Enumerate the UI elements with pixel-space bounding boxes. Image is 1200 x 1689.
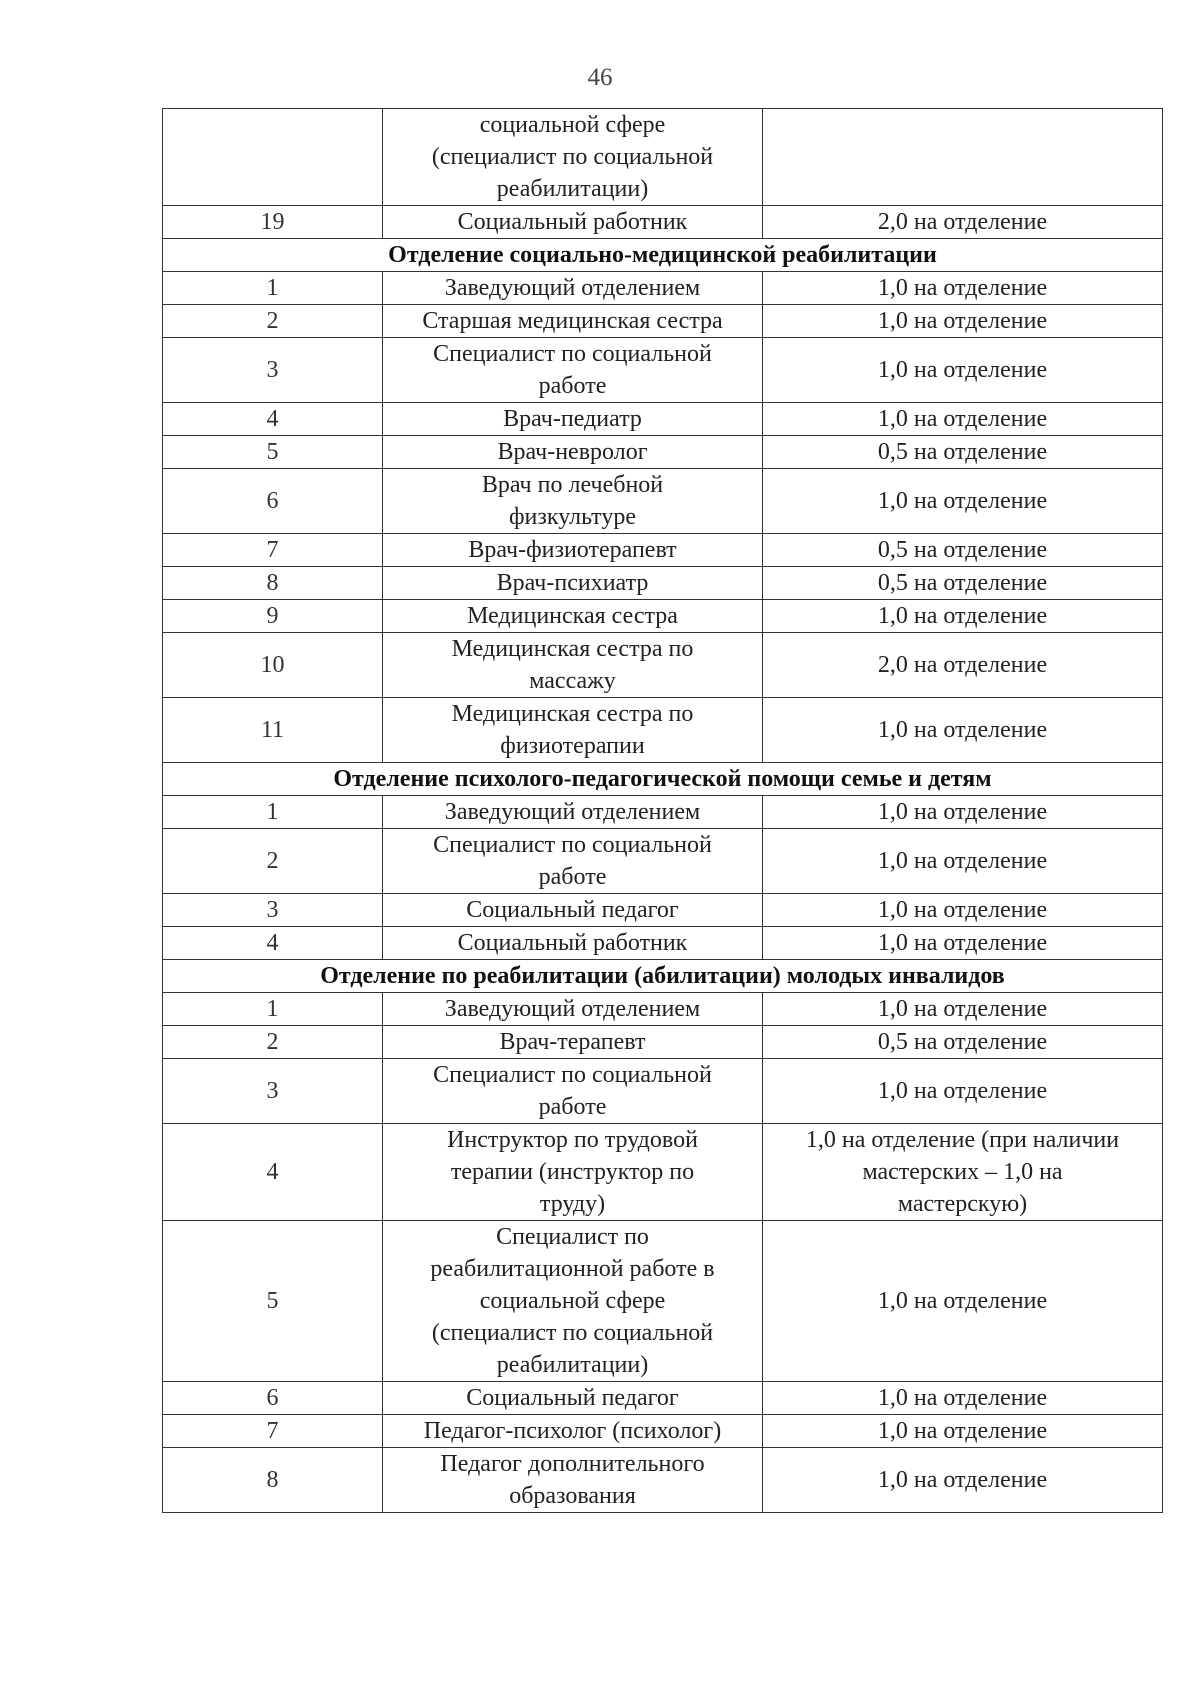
position-cell: Педагог дополнительного образования bbox=[383, 1448, 763, 1513]
row-number-cell: 3 bbox=[163, 894, 383, 927]
row-number-cell: 2 bbox=[163, 305, 383, 338]
table-row bbox=[163, 993, 1163, 1026]
row-number-cell: 8 bbox=[163, 1448, 383, 1513]
row-number-cell: 4 bbox=[163, 927, 383, 960]
position-cell: Социальный педагог bbox=[383, 1382, 763, 1415]
staffing-table-body bbox=[163, 109, 1163, 1513]
staff-norm-cell: 1,0 на отделение bbox=[763, 1448, 1163, 1513]
position-cell: Медицинская сестра bbox=[383, 600, 763, 633]
staff-norm-cell: 0,5 на отделение bbox=[763, 567, 1163, 600]
row-number-cell: 3 bbox=[163, 1059, 383, 1124]
table-row bbox=[163, 796, 1163, 829]
staff-norm-cell: 2,0 на отделение bbox=[763, 633, 1163, 698]
position-cell: Врач по лечебной физкультуре bbox=[383, 469, 763, 534]
staff-norm-cell: 0,5 на отделение bbox=[763, 534, 1163, 567]
row-number-cell: 19 bbox=[163, 206, 383, 239]
staff-norm-cell: 1,0 на отделение bbox=[763, 305, 1163, 338]
section-header-row bbox=[163, 239, 1163, 272]
table-row bbox=[163, 1059, 1163, 1124]
position-cell: Врач-терапевт bbox=[383, 1026, 763, 1059]
position-cell: Заведующий отделением bbox=[383, 796, 763, 829]
position-cell: социальной сфере (специалист по социальной реабилитации) bbox=[383, 109, 763, 206]
staffing-table bbox=[162, 108, 1163, 1513]
staff-norm-cell: 1,0 на отделение bbox=[763, 1221, 1163, 1382]
position-cell: Заведующий отделением bbox=[383, 272, 763, 305]
section-title: Отделение психолого-педагогической помощи семье и детям bbox=[163, 763, 1163, 796]
staff-norm-cell: 1,0 на отделение bbox=[763, 272, 1163, 305]
staff-norm-cell: 1,0 на отделение bbox=[763, 469, 1163, 534]
row-number-cell: 2 bbox=[163, 1026, 383, 1059]
section-header-row bbox=[163, 763, 1163, 796]
position-cell: Врач-физиотерапевт bbox=[383, 534, 763, 567]
table-row bbox=[163, 436, 1163, 469]
table-row bbox=[163, 633, 1163, 698]
staff-norm-cell: 1,0 на отделение (при наличии мастерских – 1,0 на мастерскую) bbox=[763, 1124, 1163, 1221]
staff-norm-cell: 2,0 на отделение bbox=[763, 206, 1163, 239]
row-number-cell: 7 bbox=[163, 1415, 383, 1448]
section-title: Отделение по реабилитации (абилитации) молодых инвалидов bbox=[163, 960, 1163, 993]
staff-norm-cell: 1,0 на отделение bbox=[763, 894, 1163, 927]
row-number-cell: 2 bbox=[163, 829, 383, 894]
staff-norm-cell: 0,5 на отделение bbox=[763, 1026, 1163, 1059]
page-number: 46 bbox=[587, 64, 613, 91]
row-number-cell: 1 bbox=[163, 272, 383, 305]
row-number-cell bbox=[163, 109, 383, 206]
staff-norm-cell bbox=[763, 109, 1163, 206]
table-row bbox=[163, 698, 1163, 763]
staff-norm-cell: 1,0 на отделение bbox=[763, 829, 1163, 894]
position-cell: Врач-невролог bbox=[383, 436, 763, 469]
table-row bbox=[163, 1415, 1163, 1448]
position-cell: Медицинская сестра по физиотерапии bbox=[383, 698, 763, 763]
table-row bbox=[163, 600, 1163, 633]
staff-norm-cell: 1,0 на отделение bbox=[763, 403, 1163, 436]
position-cell: Врач-педиатр bbox=[383, 403, 763, 436]
table-row bbox=[163, 109, 1163, 206]
staff-norm-cell: 1,0 на отделение bbox=[763, 1059, 1163, 1124]
staff-norm-cell: 1,0 на отделение bbox=[763, 1382, 1163, 1415]
table-row bbox=[163, 1124, 1163, 1221]
position-cell: Старшая медицинская сестра bbox=[383, 305, 763, 338]
table-row bbox=[163, 1448, 1163, 1513]
table-row bbox=[163, 567, 1163, 600]
staff-norm-cell: 0,5 на отделение bbox=[763, 436, 1163, 469]
row-number-cell: 9 bbox=[163, 600, 383, 633]
table-row bbox=[163, 305, 1163, 338]
row-number-cell: 6 bbox=[163, 1382, 383, 1415]
position-cell: Педагог-психолог (психолог) bbox=[383, 1415, 763, 1448]
row-number-cell: 6 bbox=[163, 469, 383, 534]
section-title: Отделение социально-медицинской реабилитации bbox=[163, 239, 1163, 272]
table-row bbox=[163, 1382, 1163, 1415]
position-cell: Специалист по реабилитационной работе в социальной сфере (специалист по социальной реабилитации) bbox=[383, 1221, 763, 1382]
table-row bbox=[163, 403, 1163, 436]
table-row bbox=[163, 894, 1163, 927]
position-cell: Медицинская сестра по массажу bbox=[383, 633, 763, 698]
table-row bbox=[163, 469, 1163, 534]
position-cell: Специалист по социальной работе bbox=[383, 829, 763, 894]
row-number-cell: 4 bbox=[163, 403, 383, 436]
row-number-cell: 8 bbox=[163, 567, 383, 600]
table-row bbox=[163, 272, 1163, 305]
position-cell: Социальный работник bbox=[383, 206, 763, 239]
row-number-cell: 7 bbox=[163, 534, 383, 567]
table-row bbox=[163, 829, 1163, 894]
row-number-cell: 3 bbox=[163, 338, 383, 403]
staff-norm-cell: 1,0 на отделение bbox=[763, 338, 1163, 403]
row-number-cell: 1 bbox=[163, 796, 383, 829]
staff-norm-cell: 1,0 на отделение bbox=[763, 796, 1163, 829]
table-row bbox=[163, 1221, 1163, 1382]
section-header-row bbox=[163, 960, 1163, 993]
row-number-cell: 10 bbox=[163, 633, 383, 698]
staff-norm-cell: 1,0 на отделение bbox=[763, 1415, 1163, 1448]
staff-norm-cell: 1,0 на отделение bbox=[763, 927, 1163, 960]
table-row bbox=[163, 534, 1163, 567]
table-row bbox=[163, 206, 1163, 239]
table-row bbox=[163, 927, 1163, 960]
position-cell: Социальный работник bbox=[383, 927, 763, 960]
staff-norm-cell: 1,0 на отделение bbox=[763, 600, 1163, 633]
staff-norm-cell: 1,0 на отделение bbox=[763, 993, 1163, 1026]
position-cell: Специалист по социальной работе bbox=[383, 1059, 763, 1124]
table-row bbox=[163, 338, 1163, 403]
table-row bbox=[163, 1026, 1163, 1059]
position-cell: Заведующий отделением bbox=[383, 993, 763, 1026]
row-number-cell: 5 bbox=[163, 1221, 383, 1382]
position-cell: Специалист по социальной работе bbox=[383, 338, 763, 403]
position-cell: Социальный педагог bbox=[383, 894, 763, 927]
row-number-cell: 4 bbox=[163, 1124, 383, 1221]
position-cell: Инструктор по трудовой терапии (инструктор по труду) bbox=[383, 1124, 763, 1221]
staff-norm-cell: 1,0 на отделение bbox=[763, 698, 1163, 763]
row-number-cell: 1 bbox=[163, 993, 383, 1026]
row-number-cell: 5 bbox=[163, 436, 383, 469]
row-number-cell: 11 bbox=[163, 698, 383, 763]
position-cell: Врач-психиатр bbox=[383, 567, 763, 600]
